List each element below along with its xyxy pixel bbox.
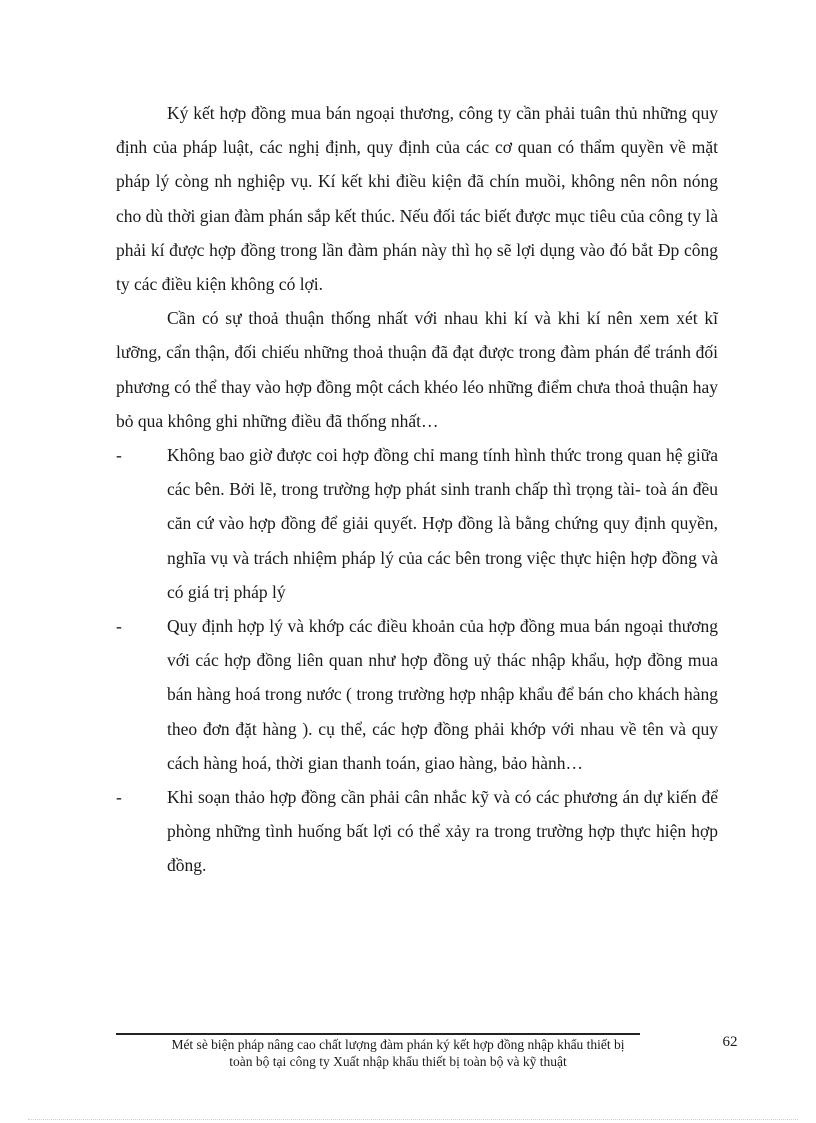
bullet-marker: - bbox=[116, 445, 122, 466]
bullet-text: Không bao giờ được coi hợp đồng chỉ mang tính hình thức trong quan hệ giữa các bên. Bởi lẽ, trong trường hợp phát sinh tranh chấp thì trọng tài- toà án đều căn cứ vào hợp đồng để giải quyết. Hợp đồng là bằng chứng quy định quyền, nghĩa vụ và trách nhiệm pháp lý của các bên trong việc thực hiện hợp đồng và có giá trị pháp lý bbox=[167, 445, 718, 602]
body-text bbox=[116, 96, 718, 883]
bullet-marker: - bbox=[116, 787, 122, 808]
bullet-item bbox=[116, 609, 718, 780]
footer-divider bbox=[116, 1033, 640, 1035]
bullet-text: Khi soạn thảo hợp đồng cần phải cân nhắc kỹ và có các phương án dự kiến để phòng những tình huống bất lợi có thể xảy ra trong trường hợp thực hiện hợp đồng. bbox=[167, 787, 718, 876]
footer-line-1: Mét sè biện pháp nâng cao chất lượng đàm phán ký kết hợp đồng nhập khẩu thiết bị bbox=[171, 1037, 625, 1052]
bullet-marker: - bbox=[116, 616, 122, 637]
page-number: 62 bbox=[722, 1034, 738, 1050]
bullet-item bbox=[116, 438, 718, 609]
page-bottom-edge bbox=[28, 1119, 798, 1120]
bullet-text: Quy định hợp lý và khớp các điều khoản của hợp đồng mua bán ngoại thương với các hợp đồng liên quan như hợp đồng uỷ thác nhập khẩu, hợp đồng mua bán hàng hoá trong nước ( trong trường hợp nhập khẩu để bán cho khách hàng theo đơn đặt hàng ). cụ thể, các hợp đồng phải khớp với nhau về tên và quy cách hàng hoá, thời gian thanh toán, giao hàng, bảo hành… bbox=[167, 616, 718, 773]
bullet-item bbox=[116, 780, 718, 883]
footer-line-2: toàn bộ tại công ty Xuất nhập khẩu thiết bị toàn bộ và kỹ thuật bbox=[229, 1054, 567, 1069]
paragraph: Cần có sự thoả thuận thống nhất với nhau khi kí và khi kí nên xem xét kĩ lưỡng, cẩn thận, đối chiếu những thoả thuận đã đạt được trong đàm phán để tránh đối phương có thể thay vào hợp đồng một cách khéo léo những điểm chưa thoả thuận hay bỏ qua không ghi những điều đã thống nhất… bbox=[116, 308, 718, 431]
paragraph: Ký kết hợp đồng mua bán ngoại thương, công ty cần phải tuân thủ những quy định của pháp luật, các nghị định, quy định của các cơ quan có thẩm quyền về mặt pháp lý còng nh nghiệp vụ. Kí kết khi điều kiện đã chín muồi, không nên nôn nóng cho dù thời gian đàm phán sắp kết thúc. Nếu đối tác biết được mục tiêu của công ty là phải kí được hợp đồng trong lần đàm phán này thì họ sẽ lợi dụng vào đó bắt Ðp công ty các điều kiện không có lợi. bbox=[116, 103, 718, 295]
footer-caption bbox=[116, 1036, 680, 1070]
